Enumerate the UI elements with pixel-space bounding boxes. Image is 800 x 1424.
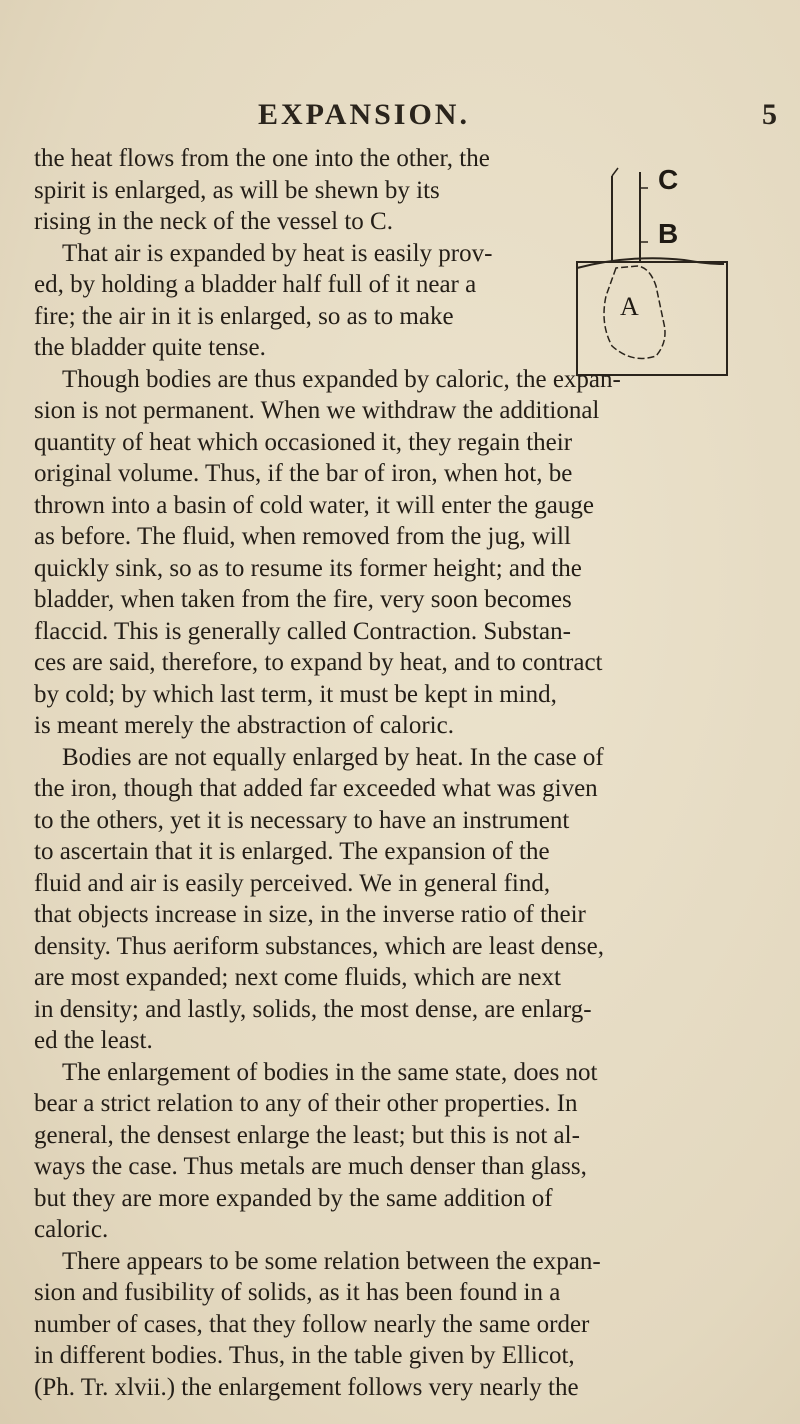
text-line: is meant merely the abstraction of caloric.: [34, 712, 454, 739]
text-line: rising in the neck of the vessel to C.: [34, 208, 393, 235]
text-line: in density; and lastly, solids, the most dense, are enlarg-: [34, 995, 592, 1023]
bladder-vessel-figure: [572, 146, 732, 381]
text-line: the bladder quite tense.: [34, 334, 266, 361]
text-line: density. Thus aeriform substances, which are least dense,: [34, 932, 604, 960]
text-line: bladder, when taken from the fire, very soon becomes: [34, 586, 572, 613]
text-line: Though bodies are thus expanded by caloric, the expan-: [62, 365, 621, 393]
text-line: The enlargement of bodies in the same state, does not: [62, 1058, 598, 1086]
text-line: fire; the air in it is enlarged, so as to make: [34, 302, 454, 330]
text-line: ces are said, therefore, to expand by heat, and to contract: [34, 649, 603, 676]
page-header: [0, 98, 800, 132]
figure-label-b: B: [658, 218, 679, 249]
page-number: 5: [762, 98, 777, 131]
text-line: There appears to be some relation between the expan-: [62, 1247, 601, 1275]
text-line: (Ph. Tr. xlvii.) the enlargement follows very nearly the: [34, 1373, 579, 1401]
text-line: but they are more expanded by the same addition of: [34, 1184, 553, 1212]
text-line: That air is expanded by heat is easily prov-: [62, 239, 493, 267]
text-line: to the others, yet it is necessary to have an instrument: [34, 806, 570, 834]
running-title: EXPANSION.: [258, 98, 470, 131]
figure-label-a: A: [620, 292, 639, 321]
text-line: in different bodies. Thus, in the table given by Ellicot,: [34, 1342, 575, 1369]
text-line: by cold; by which last term, it must be kept in mind,: [34, 680, 557, 708]
text-line: sion is not permanent. When we withdraw the additional: [34, 397, 600, 424]
text-line: flaccid. This is generally called Contraction. Substan-: [34, 617, 571, 645]
text-line: ed the least.: [34, 1027, 153, 1054]
text-line: Bodies are not equally enlarged by heat. In the case of: [62, 743, 604, 771]
text-line: quantity of heat which occasioned it, they regain their: [34, 428, 573, 456]
text-line: fluid and air is easily perceived. We in general find,: [34, 869, 551, 897]
text-line: quickly sink, so as to resume its former height; and the: [34, 554, 582, 582]
text-line: ways the case. Thus metals are much denser than glass,: [34, 1153, 587, 1180]
figure-label-c: C: [658, 164, 679, 195]
text-line: as before. The fluid, when removed from the jug, will: [34, 523, 571, 550]
text-line: that objects increase in size, in the inverse ratio of their: [34, 901, 586, 928]
text-line: sion and fusibility of solids, as it has been found in a: [34, 1279, 561, 1306]
text-line: the iron, though that added far exceeded what was given: [34, 775, 598, 802]
text-line: ed, by holding a bladder half full of it near a: [34, 271, 477, 298]
text-line: thrown into a basin of cold water, it will enter the gauge: [34, 491, 594, 519]
text-line: bear a strict relation to any of their other properties. In: [34, 1090, 578, 1117]
text-line: number of cases, that they follow nearly the same order: [34, 1310, 590, 1338]
text-line: spirit is enlarged, as will be shewn by its: [34, 176, 440, 204]
text-line: to ascertain that it is enlarged. The expansion of the: [34, 838, 550, 865]
text-line: original volume. Thus, if the bar of iron, when hot, be: [34, 460, 573, 487]
text-line: caloric.: [34, 1216, 109, 1243]
text-line: the heat flows from the one into the other, the: [34, 145, 490, 172]
text-line: are most expanded; next come fluids, which are next: [34, 964, 561, 991]
vessel-drawing: [572, 146, 732, 381]
text-line: general, the densest enlarge the least; but this is not al-: [34, 1121, 580, 1149]
